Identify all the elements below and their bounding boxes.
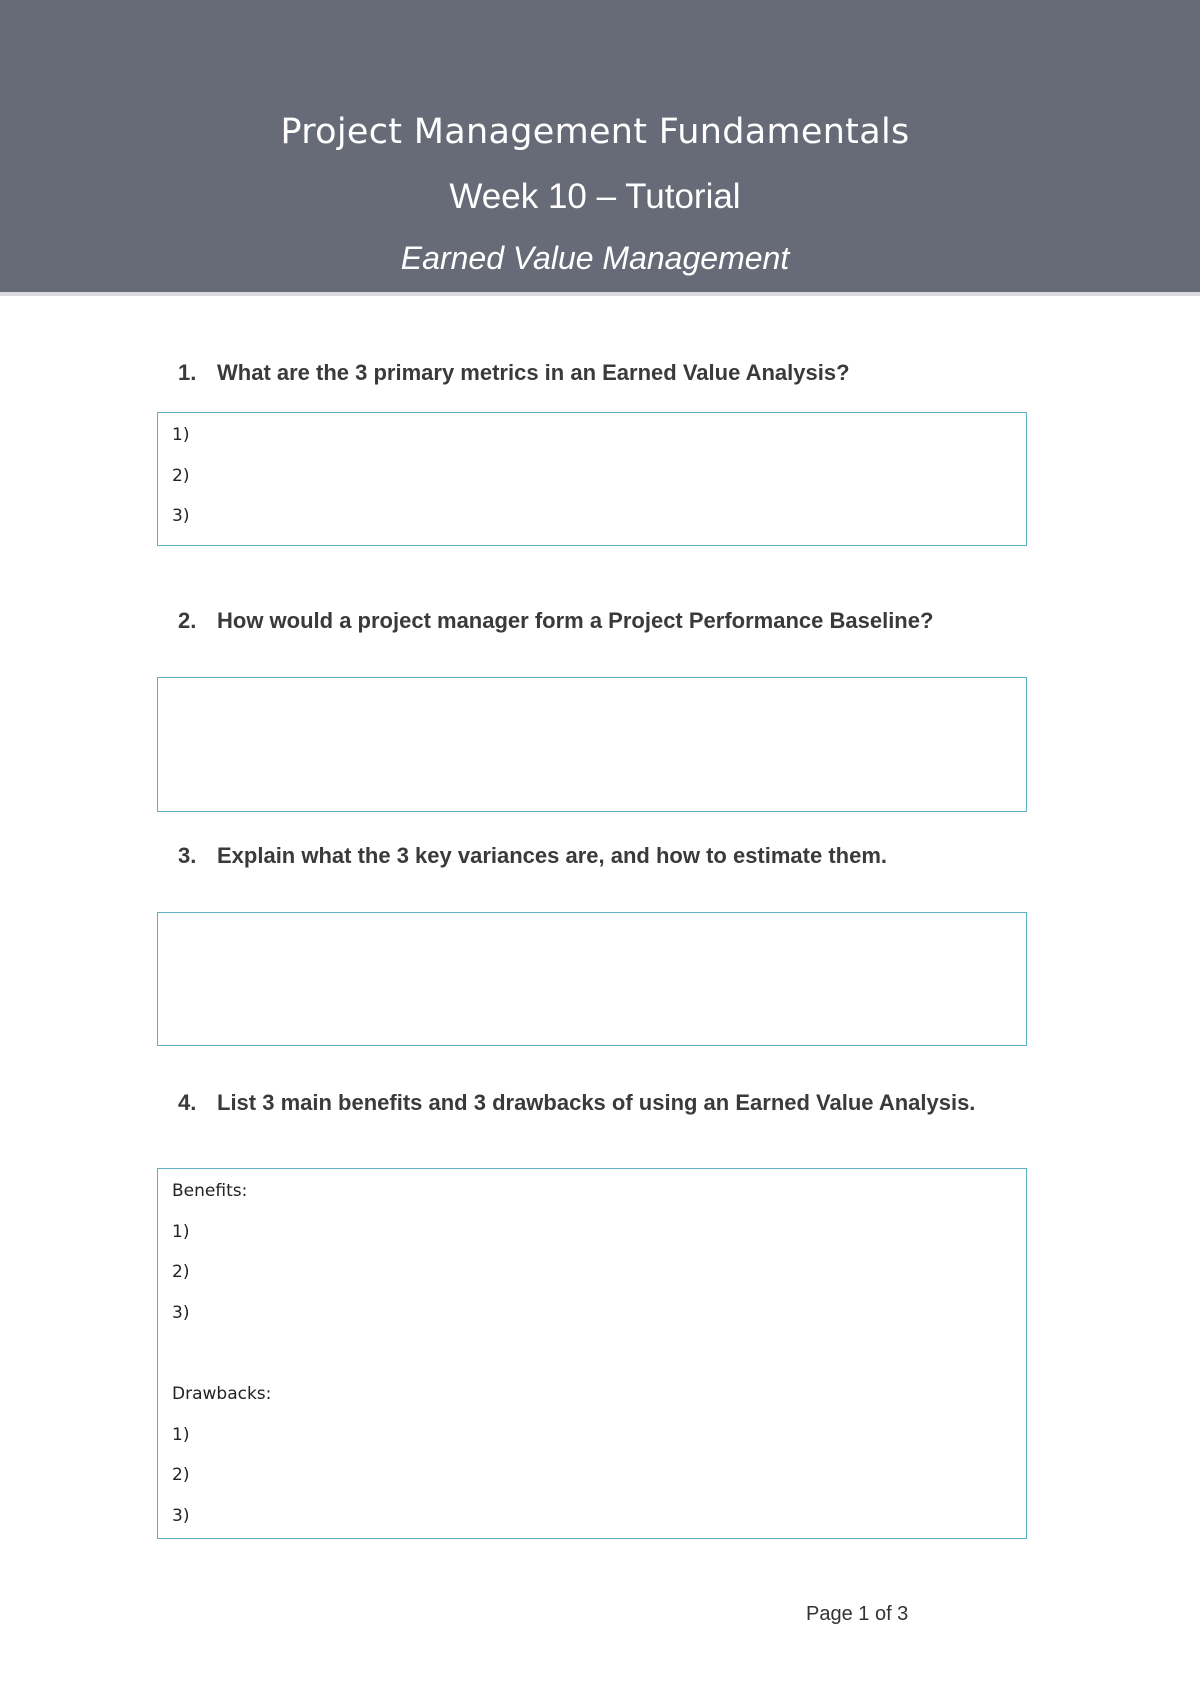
document-header (0, 0, 1200, 296)
question-4 (178, 1090, 975, 1116)
question-2-text: How would a project manager form a Project Performance Baseline? (217, 608, 934, 633)
question-3-text: Explain what the 3 key variances are, and how to estimate them. (217, 843, 888, 868)
question-4-text: List 3 main benefits and 3 drawbacks of using an Earned Value Analysis. (217, 1090, 976, 1115)
question-2-number: 2. (178, 608, 197, 633)
answer-1-line-3: 3) (172, 506, 190, 526)
benefit-line-2: 2) (172, 1262, 190, 1282)
drawback-line-1: 1) (172, 1425, 190, 1445)
document-week: Week 10 – Tutorial (449, 177, 741, 216)
question-1 (178, 360, 850, 386)
document-title: Project Management Fundamentals (280, 112, 910, 152)
benefit-line-1: 1) (172, 1222, 190, 1242)
question-3 (178, 843, 887, 869)
answer-1-line-1: 1) (172, 425, 190, 445)
question-3-number: 3. (178, 843, 197, 868)
question-1-text: What are the 3 primary metrics in an Earned Value Analysis? (217, 360, 850, 385)
question-4-number: 4. (178, 1090, 197, 1115)
benefits-label: Benefits: (172, 1181, 248, 1201)
answer-box-4[interactable] (157, 1168, 1027, 1539)
answer-box-3[interactable] (157, 912, 1027, 1046)
drawbacks-label: Drawbacks: (172, 1384, 272, 1404)
drawback-line-2: 2) (172, 1465, 190, 1485)
page-number: Page 1 of 3 (806, 1603, 909, 1625)
question-2 (178, 608, 933, 634)
answer-box-1[interactable] (157, 412, 1027, 546)
answer-box-2[interactable] (157, 677, 1027, 812)
question-1-number: 1. (178, 360, 197, 385)
benefit-line-3: 3) (172, 1303, 190, 1323)
document-subtitle: Earned Value Management (400, 240, 790, 276)
drawback-line-3: 3) (172, 1506, 190, 1526)
answer-1-line-2: 2) (172, 466, 190, 486)
